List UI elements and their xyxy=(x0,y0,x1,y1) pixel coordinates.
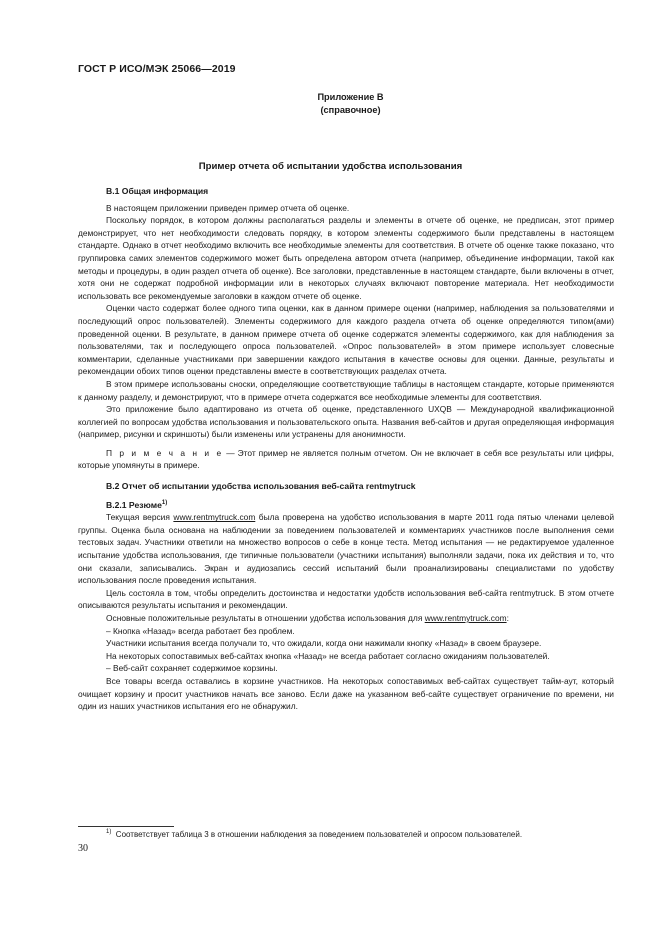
paragraph: Участники испытания всегда получали то, что ожидали, когда они нажимали кнопку «Назад» в своем браузере. xyxy=(106,638,542,649)
section-heading-b2: В.2 Отчет об испытании удобства использования веб-сайта rentmytruck xyxy=(106,481,416,492)
list-item: – Кнопка «Назад» всегда работает без проблем. xyxy=(106,625,295,636)
paragraph: В настоящем приложении приведен пример отчета об оценке. xyxy=(106,202,350,213)
standard-header: ГОСТ Р ИСО/МЭК 25066—2019 xyxy=(78,63,236,75)
footnote-divider xyxy=(78,826,174,827)
paragraph: Поскольку порядок, в котором должны располагаться разделы и элементы в отчете об оценке, не предписан, этот пример демонстрирует, что нет необходимости следовать порядку, в котором элементы содержимого были представлены в настоящем стандарте. Однако в отчет необходимо включить все необходимые элементы для соответствия. В отчете об оценке также показано, что группировка самих элементов содержимого может быть определена автором отчета (например, объединение информации, такой как методы и процедуры, в один раздел отчета об оценке). Все заголовки, представленные в настоящем стандарте, были включены в отчет, хотя они не содержат подробной информации или в некоторых случаях включают повторение материала. Нет необходимости использовать все рекомендуемые заголовки в каждом отчете об оценке. xyxy=(78,215,614,301)
text-run: Основные положительные результаты в отношении удобства использования для xyxy=(106,613,425,623)
subsection-title: В.2.1 Резюме xyxy=(106,499,162,510)
paragraph: Оценки часто содержат более одного типа оценки, как в данном примере оценки (например, наблюдения за пользователями и последующий опрос пользователей). Элементы содержимого для каждого раздела отчета об оценке определяются типом(ами) проведенной оценки. В результате, в данном примере отчета об оценке содержатся элементы содержимого, как для наблюдения за пользователями, так и последующего опроса пользователей. «Опрос пользователей» в этом примере использует словесные комментарии, сделанные участниками при завершении каждого испытания в качестве основы для оценки. Данные, результаты и рекомендации обоих типов оценки представлены вместе в соответствующих разделах отчета. xyxy=(78,303,614,377)
paragraph: Цель состояла в том, чтобы определить достоинства и недостатки удобств использования веб-сайта rentmytruck. В этом отчете описываются результаты испытания и рекомендации. xyxy=(78,587,614,611)
paragraph: Это приложение было адаптировано из отчета об оценке, представленного UXQB — Международной квалификационной коллегией по вопросам удобства использования и пользовательского опыта. Названия веб-сайтов и другая определяющая информация (например, рисунки и скриншоты) были изменены или устранены для анонимности. xyxy=(78,404,614,440)
paragraph xyxy=(78,612,614,625)
text-run: : xyxy=(506,613,509,623)
note-text: — Этот пример не является полным отчетом. Он не включает в себя все результаты или цифры, которые упомянуты в примере. xyxy=(78,447,614,471)
subsection-heading-b21 xyxy=(78,499,614,512)
website-link[interactable]: www.rentmytruck.com xyxy=(424,613,507,623)
footnote xyxy=(78,829,614,840)
text-run: Текущая версия xyxy=(106,512,174,523)
annex-name: Приложение В xyxy=(317,92,384,102)
note-label: П р и м е ч а н и е xyxy=(106,447,224,458)
paragraph: На некоторых сопоставимых веб-сайтах кнопка «Назад» не всегда работает согласно ожиданиям пользователей. xyxy=(106,650,550,661)
note xyxy=(78,447,614,472)
annex-type: (справочное) xyxy=(320,105,381,115)
section-heading-b1: В.1 Общая информация xyxy=(106,186,209,196)
website-link[interactable]: www.rentmytruck.com xyxy=(173,512,256,523)
footnote-text: Соответствует таблица 3 в отношении наблюдения за поведением пользователей и опросом пользователей. xyxy=(115,830,523,839)
list-item: – Веб-сайт сохраняет содержимое корзины. xyxy=(106,663,278,674)
text-run: была проверена на удобство использования в марте 2011 года пятью членами целевой группы. Оценка была основана на наблюдении за поведением пользователей и комментариях участников после выполнения семи тестовых задач. Участники ответили на множество вопросов о себе в конце теста. Метод испытания — не редактируемое удаленное испытание удобства использования, где типичные пользователи (участники испытания) выполняли задачи, пока их действия и то, что они сказали, записывались. Экран и аудиозапись сессий испытаний были проанализированы специалистами по удобству использования после проведения испытания. xyxy=(78,512,614,586)
paragraph xyxy=(78,511,614,587)
footnote-mark: 1) xyxy=(106,829,112,835)
paragraph: В этом примере использованы сноски, определяющие соответствующие таблицы в настоящем стандарте, которые применяются к данному разделу, и демонстрируют, что в примере отчета содержатся все необходимые элементы для соответствия. xyxy=(78,378,614,402)
document-body xyxy=(78,185,614,713)
footnote-ref[interactable]: 1) xyxy=(161,499,168,506)
page-number: 30 xyxy=(78,843,88,854)
document-title: Пример отчета об испытании удобства использования xyxy=(198,161,463,172)
paragraph: Все товары всегда оставались в корзине участников. На некоторых сопоставимых веб-сайтах существует тайм-аут, который очищает корзину и просит участников начать все заново. Если даже на указанном веб-сайте существует ограничение по времени, ни один из наших участников испытания его не обнаружил. xyxy=(78,675,614,712)
